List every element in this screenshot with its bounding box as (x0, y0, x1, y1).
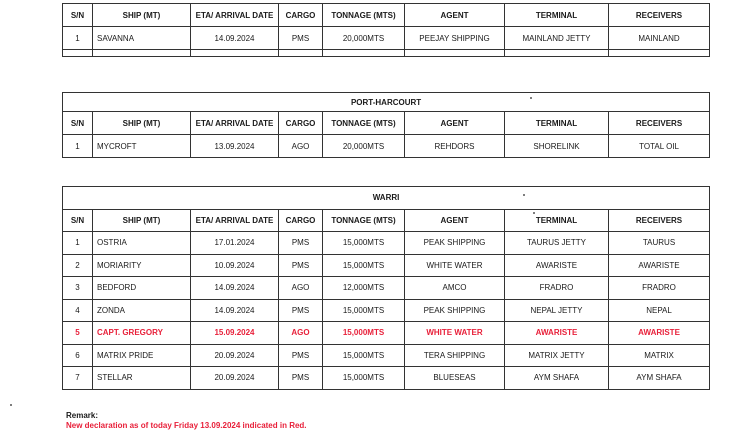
table-row (63, 344, 710, 367)
header-row (63, 4, 710, 27)
table-row-highlighted (63, 322, 710, 345)
cell-eta: 13.09.2024 (191, 135, 279, 158)
cell-receivers: AWARISTE (609, 322, 710, 345)
cell-receivers: TOTAL OIL (609, 135, 710, 158)
cell-receivers: FRADRO (609, 277, 710, 300)
cell-terminal: SHORELINK (505, 135, 609, 158)
remark-label: Remark: (66, 411, 99, 420)
port-harcourt-schedule-table (62, 92, 710, 158)
table-row (63, 277, 710, 300)
table-row (63, 135, 710, 158)
cell-agent: AMCO (405, 277, 505, 300)
header-eta: ETA/ ARRIVAL DATE (191, 4, 279, 27)
table-row (63, 254, 710, 277)
header-cargo: CARGO (279, 112, 323, 135)
spacer-row (63, 50, 710, 57)
cell-sn: 1 (63, 135, 93, 158)
cell-agent: PEAK SHIPPING (405, 299, 505, 322)
cell-tonnage: 15,000MTS (323, 254, 405, 277)
cell-terminal: AWARISTE (505, 254, 609, 277)
header-agent: AGENT (405, 209, 505, 232)
remark-note: New declaration as of today Friday 13.09.2024 indicated in Red. (66, 421, 307, 430)
header-receivers: RECEIVERS (609, 112, 710, 135)
cell-ship: OSTRIA (93, 232, 191, 255)
cell-receivers: AWARISTE (609, 254, 710, 277)
cell-terminal: TAURUS JETTY (505, 232, 609, 255)
cell-tonnage: 15,000MTS (323, 299, 405, 322)
cell-cargo: AGO (279, 277, 323, 300)
header-ship: SHIP (MT) (93, 209, 191, 232)
cell-sn: 1 (63, 232, 93, 255)
cell-cargo: PMS (279, 367, 323, 390)
cell-ship: ZONDA (93, 299, 191, 322)
header-sn: S/N (63, 112, 93, 135)
cell-eta: 15.09.2024 (191, 322, 279, 345)
table-row (63, 367, 710, 390)
cell-terminal: FRADRO (505, 277, 609, 300)
cell-receivers: MATRIX (609, 344, 710, 367)
cell-cargo: PMS (279, 299, 323, 322)
table-row (63, 232, 710, 255)
section-title: PORT-HARCOURT (63, 93, 710, 112)
header-eta: ETA/ ARRIVAL DATE (191, 112, 279, 135)
header-sn: S/N (63, 209, 93, 232)
cell-sn: 5 (63, 322, 93, 345)
cell-receivers: AYM SHAFA (609, 367, 710, 390)
header-receivers: RECEIVERS (609, 4, 710, 27)
cell-eta: 14.09.2024 (191, 299, 279, 322)
cell-eta: 17.01.2024 (191, 232, 279, 255)
cell-eta: 14.09.2024 (191, 27, 279, 50)
lagos-schedule-table (62, 3, 710, 57)
cell-sn: 2 (63, 254, 93, 277)
header-row (63, 209, 710, 232)
header-receivers: RECEIVERS (609, 209, 710, 232)
cell-ship: STELLAR (93, 367, 191, 390)
cell-ship: CAPT. GREGORY (93, 322, 191, 345)
cell-eta: 20.09.2024 (191, 367, 279, 390)
header-sn: S/N (63, 4, 93, 27)
cell-receivers: TAURUS (609, 232, 710, 255)
header-terminal: TERMINAL (505, 4, 609, 27)
cell-eta: 20.09.2024 (191, 344, 279, 367)
header-cargo: CARGO (279, 209, 323, 232)
cell-sn: 1 (63, 27, 93, 50)
cell-cargo: PMS (279, 232, 323, 255)
section-title-row (63, 93, 710, 112)
cell-eta: 10.09.2024 (191, 254, 279, 277)
cell-tonnage: 15,000MTS (323, 322, 405, 345)
header-terminal: TERMINAL (505, 112, 609, 135)
header-row (63, 112, 710, 135)
cell-receivers: NEPAL (609, 299, 710, 322)
cell-terminal: NEPAL JETTY (505, 299, 609, 322)
cell-cargo: AGO (279, 135, 323, 158)
cell-ship: MATRIX PRIDE (93, 344, 191, 367)
scan-speck (523, 194, 525, 196)
cell-ship: MORIARITY (93, 254, 191, 277)
header-tonnage: TONNAGE (MTS) (323, 112, 405, 135)
cell-sn: 7 (63, 367, 93, 390)
header-ship: SHIP (MT) (93, 112, 191, 135)
cell-sn: 4 (63, 299, 93, 322)
header-agent: AGENT (405, 4, 505, 27)
warri-schedule-table (62, 186, 710, 390)
cell-cargo: AGO (279, 322, 323, 345)
cell-terminal: AYM SHAFA (505, 367, 609, 390)
cell-agent: WHITE WATER (405, 322, 505, 345)
cell-ship: SAVANNA (93, 27, 191, 50)
cell-tonnage: 15,000MTS (323, 367, 405, 390)
scan-speck (533, 212, 535, 214)
section-title: WARRI (63, 187, 710, 210)
header-eta: ETA/ ARRIVAL DATE (191, 209, 279, 232)
cell-tonnage: 15,000MTS (323, 232, 405, 255)
cell-terminal: AWARISTE (505, 322, 609, 345)
cell-ship: BEDFORD (93, 277, 191, 300)
cell-agent: REHDORS (405, 135, 505, 158)
scan-speck (530, 97, 532, 99)
scan-speck (10, 404, 12, 406)
cell-tonnage: 15,000MTS (323, 344, 405, 367)
cell-cargo: PMS (279, 344, 323, 367)
cell-sn: 3 (63, 277, 93, 300)
header-cargo: CARGO (279, 4, 323, 27)
cell-terminal: MATRIX JETTY (505, 344, 609, 367)
cell-tonnage: 20,000MTS (323, 135, 405, 158)
header-ship: SHIP (MT) (93, 4, 191, 27)
cell-terminal: MAINLAND JETTY (505, 27, 609, 50)
cell-agent: BLUESEAS (405, 367, 505, 390)
cell-cargo: PMS (279, 254, 323, 277)
cell-tonnage: 12,000MTS (323, 277, 405, 300)
cell-tonnage: 20,000MTS (323, 27, 405, 50)
cell-receivers: MAINLAND (609, 27, 710, 50)
cell-agent: PEEJAY SHIPPING (405, 27, 505, 50)
cell-agent: WHITE WATER (405, 254, 505, 277)
header-agent: AGENT (405, 112, 505, 135)
cell-agent: TERA SHIPPING (405, 344, 505, 367)
remark-block (66, 411, 307, 431)
cell-cargo: PMS (279, 27, 323, 50)
section-title-row (63, 187, 710, 210)
table-row (63, 299, 710, 322)
header-tonnage: TONNAGE (MTS) (323, 209, 405, 232)
cell-agent: PEAK SHIPPING (405, 232, 505, 255)
cell-sn: 6 (63, 344, 93, 367)
cell-eta: 14.09.2024 (191, 277, 279, 300)
header-tonnage: TONNAGE (MTS) (323, 4, 405, 27)
cell-ship: MYCROFT (93, 135, 191, 158)
table-row (63, 27, 710, 50)
header-terminal: TERMINAL (505, 209, 609, 232)
